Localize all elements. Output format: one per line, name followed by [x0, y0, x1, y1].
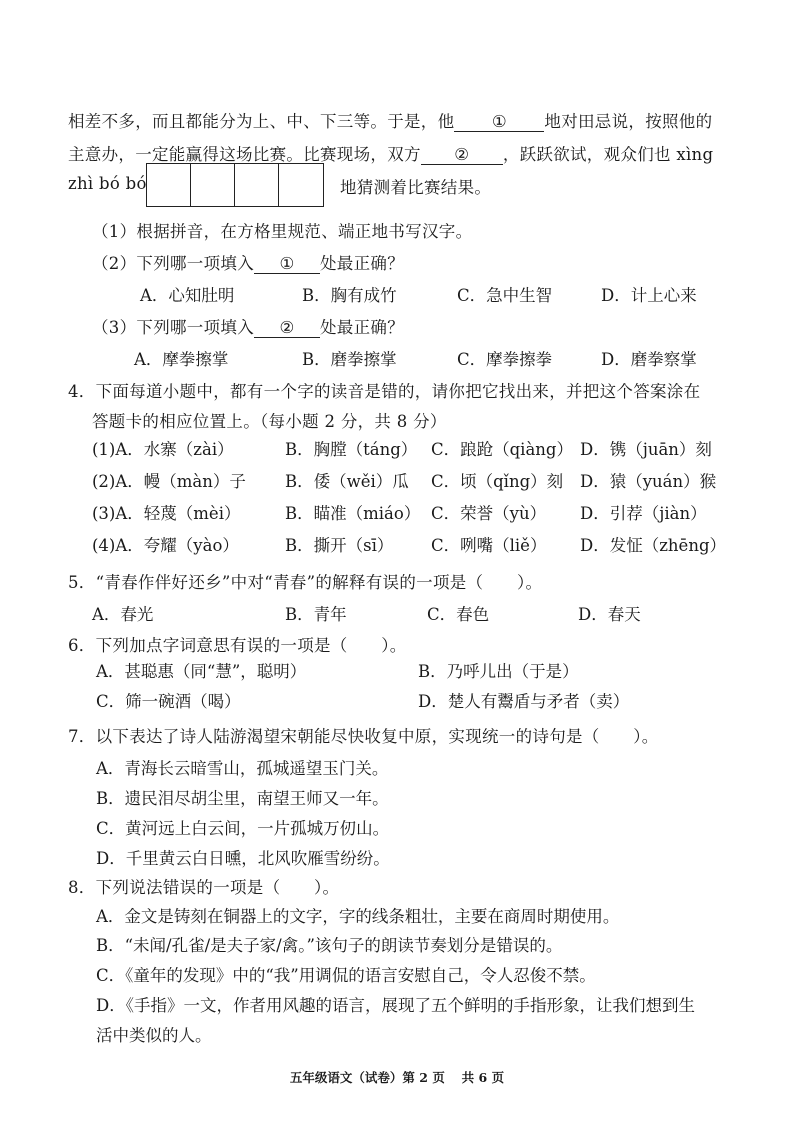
question-text: （2）下列哪一项填入 [92, 254, 254, 273]
pinyin-label: zhì bó bó [68, 174, 147, 193]
q6-option-a[interactable]: A．甚聪惠（同“慧”，聪明） [96, 662, 307, 681]
writing-cell[interactable] [235, 164, 279, 206]
q8-stem: 8．下列说法错误的一项是（ ）。 [68, 878, 340, 897]
writing-cell[interactable] [279, 164, 323, 206]
option-d[interactable]: D．磨拳察掌 [601, 350, 697, 369]
passage-text: 地对田忌说，按照他的 [544, 112, 713, 131]
q4-2-option-a[interactable]: (2)A．幔（màn）子 [92, 472, 246, 491]
q4-4-option-d[interactable]: D．发怔（zhēng） [580, 536, 727, 555]
q4-3-option-a[interactable]: (3)A．轻蔑（mèi） [92, 504, 241, 523]
answer-blank[interactable]: ① [254, 254, 320, 274]
q7-option-d[interactable]: D．千里黄云白日曛，北风吹雁雪纷纷。 [96, 849, 390, 868]
q8-option-a[interactable]: A．金文是铸刻在铜器上的文字，字的线条粗壮，主要在商周时期使用。 [96, 907, 620, 926]
option-d[interactable]: D．计上心来 [601, 286, 697, 305]
writing-cell[interactable] [147, 164, 191, 206]
q8-option-d-continued: 活中类似的人。 [96, 1026, 212, 1045]
q7-option-c[interactable]: C．黄河远上白云间，一片孤城万仞山。 [96, 819, 390, 838]
passage-text: ，跃跃欲试，观众们也 xìng [502, 145, 714, 164]
q8-option-d[interactable]: D．《手指》一文，作者用风趣的语言，展现了五个鲜明的手指形象，让我们想到生 [96, 996, 695, 1015]
q4-4-option-a[interactable]: (4)A．夸耀（yào） [92, 536, 239, 555]
passage-line-3: 地猜测着比赛结果。 [340, 178, 492, 197]
q5-option-d[interactable]: D．春天 [578, 605, 641, 624]
q3-sub2 [92, 250, 404, 274]
passage-line-2 [68, 141, 713, 165]
q7-option-b[interactable]: B．遗民泪尽胡尘里，南望王师又一年。 [96, 789, 389, 808]
q7-stem: 7．以下表达了诗人陆游渴望宋朝能尽快收复中原，实现统一的诗句是（ ）。 [68, 727, 659, 746]
q6-option-b[interactable]: B．乃呼儿出（于是） [418, 662, 579, 681]
q4-stem-line-2: 答题卡的相应位置上。（每小题 2 分，共 8 分） [92, 412, 447, 431]
q4-1-option-b[interactable]: B．胸膛（táng） [285, 440, 418, 459]
question-text: 处最正确？ [320, 318, 404, 337]
q5-option-a[interactable]: A．春光 [92, 605, 154, 624]
q4-2-option-d[interactable]: D．猿（yuán）猴 [580, 472, 717, 491]
q4-stem-line-1: 4．下面每道小题中，都有一个字的读音是错的，请你把它找出来，并把这个答案涂在 [68, 382, 701, 401]
passage-text: 主意办，一定能赢得这场比赛。比赛现场，双方 [68, 145, 421, 164]
q4-2-option-b[interactable]: B．倭（wěi）瓜 [285, 472, 409, 491]
q8-option-c[interactable]: C．《童年的发现》中的“我”用调侃的语言安慰自己，令人忍俊不禁。 [96, 966, 596, 985]
q4-1-option-d[interactable]: D．镌（juān）刻 [580, 440, 712, 459]
answer-blank[interactable]: ② [254, 318, 320, 338]
passage-text: 相差不多，而且都能分为上、中、下三等。于是，他 [68, 112, 455, 131]
q6-option-d[interactable]: D．楚人有鬻盾与矛者（卖） [418, 692, 630, 711]
option-b[interactable]: B．胸有成竹 [302, 286, 397, 305]
q4-1-option-c[interactable]: C．踉跄（qiàng） [431, 440, 573, 459]
option-b[interactable]: B．磨拳擦掌 [302, 350, 397, 369]
q4-3-option-d[interactable]: D．引荐（jiàn） [580, 504, 707, 523]
q4-3-option-b[interactable]: B．瞄准（miáo） [285, 504, 421, 523]
writing-cell[interactable] [191, 164, 235, 206]
q4-2-option-c[interactable]: C．顷（qǐng）刻 [431, 472, 564, 491]
page-footer: 五年级语文（试卷）第 2 页 共 6 页 [289, 1070, 505, 1085]
option-c[interactable]: C．摩拳擦拳 [457, 350, 553, 369]
question-text: （3）下列哪一项填入 [92, 318, 254, 337]
writing-grid[interactable] [146, 163, 324, 207]
q4-4-option-b[interactable]: B．撕开（sī） [285, 536, 394, 555]
passage-line-1 [68, 108, 712, 132]
q6-option-c[interactable]: C．筛一碗酒（喝） [96, 692, 241, 711]
answer-blank-1[interactable]: ① [454, 112, 544, 132]
q3-sub1: （1）根据拼音，在方格里规范、端正地书写汉字。 [92, 222, 473, 241]
option-a[interactable]: A．心知肚明 [140, 286, 235, 305]
q5-option-b[interactable]: B．青年 [285, 605, 347, 624]
q8-option-b[interactable]: B．“未闻/孔雀/是夫子家/禽。”该句子的朗读节奏划分是错误的。 [96, 936, 563, 955]
q5-stem: 5．“青春作伴好还乡”中对“青春”的解释有误的一项是（ ）。 [68, 573, 543, 592]
question-text: 处最正确？ [320, 254, 404, 273]
answer-blank-2[interactable]: ② [421, 145, 503, 165]
q6-stem: 6．下列加点字词意思有误的一项是（ ）。 [68, 636, 407, 655]
option-a[interactable]: A．摩拳擦掌 [134, 350, 229, 369]
option-c[interactable]: C．急中生智 [457, 286, 553, 305]
q5-option-c[interactable]: C．春色 [427, 605, 490, 624]
q4-1-option-a[interactable]: (1)A．水寨（zài） [92, 440, 234, 459]
q4-3-option-c[interactable]: C．荣誉（yù） [431, 504, 547, 523]
q3-sub3 [92, 314, 404, 338]
q4-4-option-c[interactable]: C．咧嘴（liě） [431, 536, 547, 555]
q7-option-a[interactable]: A．青海长云暗雪山，孤城遥望玉门关。 [96, 759, 389, 778]
